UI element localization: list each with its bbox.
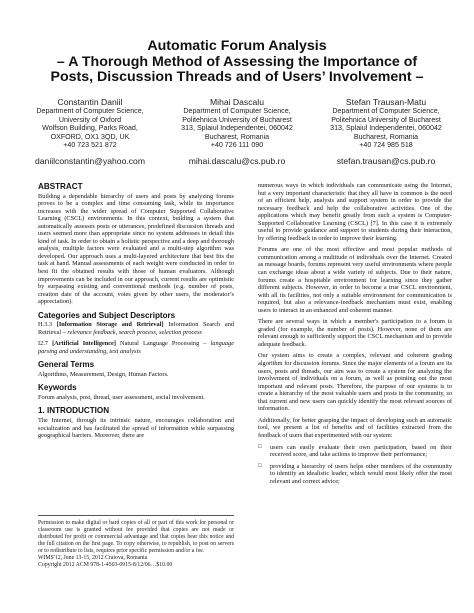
bullet-text: users can easily evaluate their own participation, based on their received score, and take actions to improve their performance; <box>270 443 452 459</box>
author-name: Mihai Dascalu <box>210 97 264 107</box>
author-address: Bucharest, Romania <box>353 132 419 141</box>
author-phone: +40 724 985 518 <box>359 141 413 150</box>
left-column <box>38 182 234 440</box>
categories-heading: Categories and Subject Descriptors <box>38 310 176 320</box>
author-name: Constantin Daniil <box>57 97 123 107</box>
abstract-heading: ABSTRACT <box>38 182 83 191</box>
author-phone: +40 723 521 872 <box>63 141 117 150</box>
right-column <box>258 182 452 485</box>
introduction-section <box>38 406 234 439</box>
author-affiliation: Department of Computer Science, <box>183 107 291 115</box>
title-line-2: – A Thorough Method of Assessing the Importance of <box>56 53 418 70</box>
author-affiliation: University of Oxford <box>58 115 122 124</box>
bullet-item <box>258 463 452 486</box>
body-paragraph: Our system aims to create a complex, relevant and coherent grading algorithm for discussion forums. Since the major elements of a forum are its users, posts and threads, our aim was to create a system for analyzing the involvement of individuals on a forum, as well as pointing out the most important and relevant posts. Therefore, the purpose of our systems is to create a hierarchy of the most valuable users and posts in the community, so that current and new users can quickly identify the most relevant sources of information. <box>258 352 452 413</box>
general-terms-section <box>38 360 234 378</box>
body-paragraph: numerous ways in which individuals can communicate using the Internet, but a very important characteristic that they all have in common is the need of an efficient help, analysis and support system in order to provide the necessary feedback and help the collaborative activities. One of the applications which may benefit greatly from such a system is Computer-Supported Collaborative Learning (CSCL) [7]. In this case it is extremely useful to provide guidance and support to students during their interaction, by offering feedback in order to improve their learning. <box>258 182 452 242</box>
introduction-text: The Internet, through its intrinsic nature, encourages collaboration and socialization and has facilitated the spread of information while surpassing geographical barriers. Moreover, there are <box>38 416 234 440</box>
bullet-icon: □ <box>258 443 262 450</box>
category-code: H.3.3 <box>38 321 52 329</box>
author-2 <box>157 97 317 166</box>
category-descriptors: relevance feedback, search process, selection process <box>67 328 202 336</box>
bullet-icon: □ <box>258 462 262 469</box>
author-phone: +40 726 111 090 <box>210 141 264 150</box>
keywords-text: Forum analysis, post, thread, user assessment, social involvement. <box>38 393 205 401</box>
author-address: 313, Splaiul Independentei, 060042 <box>330 124 442 133</box>
category-code: I2.7 <box>38 340 48 348</box>
copyright-notice: Copyright 2012 ACM 978-1-4503-0915-8/12/06…$10.00 <box>38 562 173 568</box>
bullet-text: providing a hierarchy of users helps other members of the community to identify an idealistic leader, which would most likely offer the most relevant and correct advice; <box>270 462 452 485</box>
category-descriptors: language parsing and understanding, text analysis <box>38 340 234 355</box>
author-1 <box>10 97 170 166</box>
permission-text: Permission to make digital or hard copies of all or part of this work for personal or classroom use is granted without fee provided that copies are not made or distributed for profit or commercial advantage and that copies bear this notice and the full citation on the first page. To copy otherwise, to republish, to post on servers or to redistribute to lists, requires prior specific permission and/or a fee. <box>38 520 234 554</box>
author-address: 313, Splaiul Independentei, 060042 <box>181 124 293 133</box>
permission-block <box>38 515 234 569</box>
title-line-1: Automatic Forum Analysis <box>147 38 327 54</box>
categories-section <box>38 311 234 356</box>
author-email: mihai.dascalu@cs.pub.ro <box>188 155 286 166</box>
keywords-heading: Keywords <box>38 383 77 393</box>
author-email: daniilconstantin@yahoo.com <box>34 155 145 166</box>
category-item <box>38 340 234 355</box>
author-3 <box>306 97 466 166</box>
title-line-3: Posts, Discussion Threads and of Users’ Involvement – <box>50 69 424 86</box>
author-affiliation: Politehnica University of Bucharest <box>182 115 292 124</box>
keywords-section <box>38 383 234 401</box>
general-terms-heading: General Terms <box>38 360 95 370</box>
category-item <box>38 321 234 336</box>
body-paragraph: There are several ways in which a member's participation to a forum is graded (for example, the number of posts). However, none of them are relevant enough to sufficiently support the CSCL mechanism and to provide adequate feedback. <box>258 318 452 348</box>
bullet-item <box>258 444 452 459</box>
author-email: stefan.trausan@cs.pub.ro <box>336 155 436 166</box>
author-affiliation: Department of Computer Science, <box>36 107 144 115</box>
category-subtitle: Natural Language Processing – <box>120 340 207 348</box>
abstract-text: Building a dependable hierarchy of users and posts by analyzing forums proves to be a complex and time consuming task, while its importance increases with the wider spread of Computer Supported Collaborative Learning (CSCL) environments. In this context, building a system that automatically assesses posts or utterances, predefined discussion threads and users seemed more than appropriate since no system addresses in detail this kind of task. In order to obtain a holistic perspective and a deep and thorough analysis, multiple factors were evaluated and a multi-step algorithm was developed. Our approach uses a multi-layered architecture that best fits the task at hand. Manual assessments of each weight were conducted in order to best fit the obtained results with those of human evaluators. Although improvements can be included in our approach, current results are optimistic by surpassing existing and conventional methods (e.g. number of posts, creation date of the account, votes given by other users, the moderator’s appreciation). <box>38 192 234 306</box>
author-address: OXFORD, OX1 3QD, UK <box>50 132 130 141</box>
introduction-heading: 1. INTRODUCTION <box>38 406 110 416</box>
category-subtitle: Information Search and Retrieval – <box>38 321 234 336</box>
category-title: [Information Storage and Retrieval] <box>56 321 164 329</box>
author-affiliation: Department of Computer Science, <box>332 107 440 115</box>
general-terms-text: Algorithms, Measurement, Design, Human Factors. <box>38 370 169 378</box>
author-address: Bucharest, Romania <box>204 132 270 141</box>
author-name: Stefan Trausan-Matu <box>345 97 427 107</box>
author-affiliation: Politehnica University of Bucharest <box>331 115 441 124</box>
body-paragraph: Additionally, for better grasping the impact of developing such an automatic tool, we present a list of benefits and of facilities extracted from the feedback of users that experimented with our system: <box>258 416 452 439</box>
author-address: Wolfson Building, Parks Road, <box>42 124 138 133</box>
paper-title <box>20 39 454 86</box>
conference-info: WIMS'12, June 13-15, 2012 Craiova, Romania <box>38 555 148 561</box>
body-paragraph: Forums are one of the most effective and most popular methods of communication among a multitude of individuals over the Internet. Created as message boards, forums represent very useful environments where people can exchange ideas about a wide variety of subjects. Due to their nature, forums create a hospitable environment for learning since they gather different subjects. However, in order to become a true CSCL environment, with all its facilities, not only a suitable environment for communication is required, but also a relevance-feedback mechanism must exist, enabling users to interact in an enhanced and coherent manner. <box>258 246 452 314</box>
category-title: [Artificial Intelligence] <box>52 340 116 348</box>
